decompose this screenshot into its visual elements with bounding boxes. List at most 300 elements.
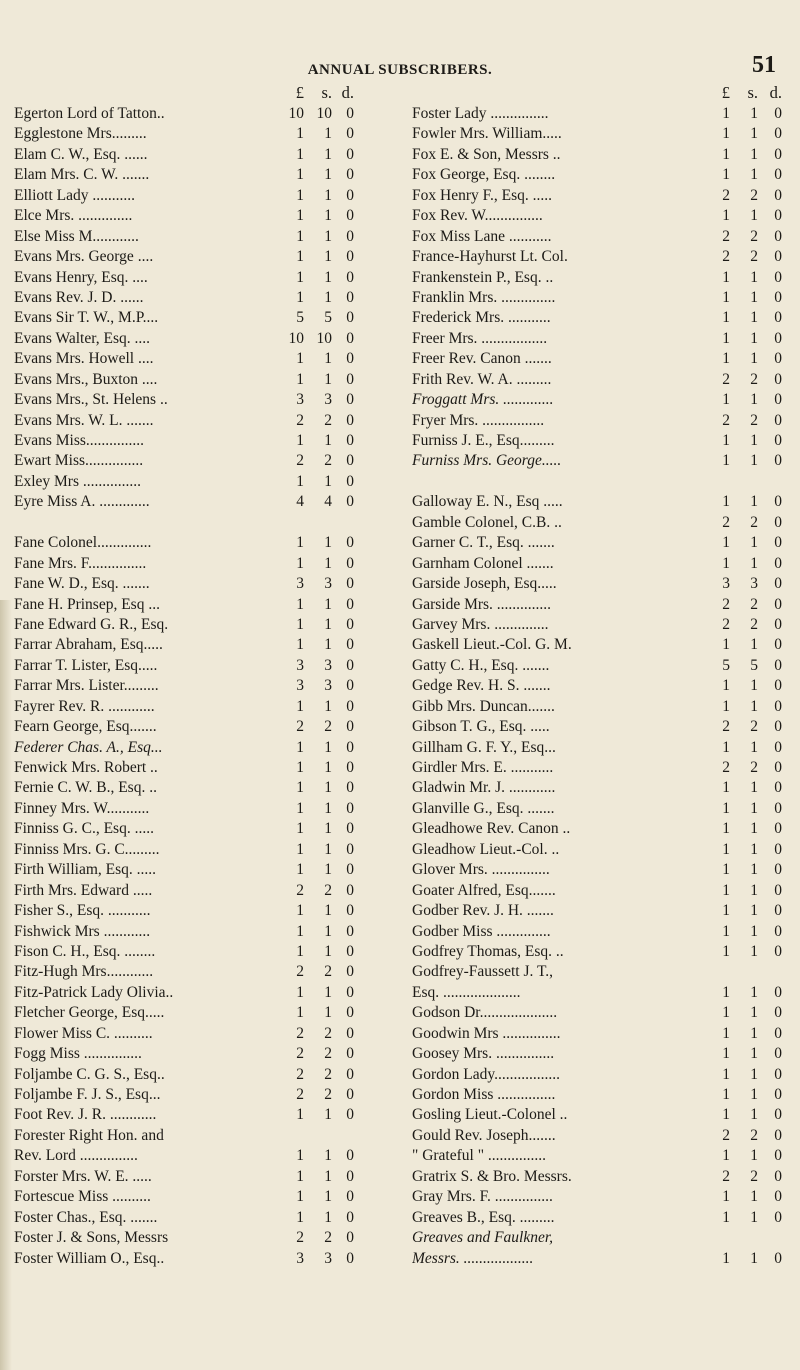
pounds-value: 1 <box>722 1106 730 1124</box>
pence-value: 0 <box>346 227 354 245</box>
subscriber-name: Fishwick Mrs ............ <box>14 922 151 940</box>
pounds-value: 1 <box>722 1045 730 1063</box>
shillings-value: 1 <box>324 615 332 633</box>
pence-value: 0 <box>774 1065 782 1083</box>
pence-header: d. <box>341 83 354 102</box>
pence-value: 0 <box>774 942 782 960</box>
subscriber-name: Forester Right Hon. and <box>14 1126 164 1144</box>
pence-value: 0 <box>346 697 354 715</box>
shillings-value: 2 <box>324 881 332 899</box>
shillings-value: 5 <box>324 309 332 327</box>
subscriber-row <box>412 349 792 369</box>
subscriber-row <box>14 554 374 574</box>
pence-value: 0 <box>346 738 354 756</box>
pence-value: 0 <box>774 350 782 368</box>
subscriber-row <box>14 1085 374 1105</box>
subscriber-row <box>14 595 374 615</box>
pence-value: 0 <box>346 1106 354 1124</box>
pence-value: 0 <box>346 983 354 1001</box>
subscriber-name: Gleadhowe Rev. Canon .. <box>412 820 571 838</box>
subscriber-name: Evans Henry, Esq. .... <box>14 268 148 286</box>
pounds-value: 2 <box>722 227 730 245</box>
shillings-value: 2 <box>750 1126 758 1144</box>
pounds-value: 1 <box>722 840 730 858</box>
pounds-value: 3 <box>722 575 730 593</box>
subscriber-row <box>412 186 792 206</box>
pounds-value: 1 <box>296 166 304 184</box>
pence-value: 0 <box>346 391 354 409</box>
pounds-value: 1 <box>296 186 304 204</box>
subscriber-row <box>14 738 374 758</box>
subscriber-row <box>14 840 374 860</box>
pounds-value: 2 <box>296 1045 304 1063</box>
subscriber-row <box>14 819 374 839</box>
pounds-value: 2 <box>722 1167 730 1185</box>
pounds-value: 1 <box>296 227 304 245</box>
subscriber-name: Farrar Mrs. Lister......... <box>14 677 159 695</box>
pence-value: 0 <box>774 1167 782 1185</box>
shillings-value: 4 <box>324 493 332 511</box>
subscriber-name: Evans Mrs., Buxton .... <box>14 370 158 388</box>
pounds-value: 2 <box>296 452 304 470</box>
shillings-value: 1 <box>750 350 758 368</box>
subscriber-name: Fogg Miss ............... <box>14 1045 142 1063</box>
shillings-value: 1 <box>750 799 758 817</box>
subscriber-row <box>14 1105 374 1125</box>
subscriber-row <box>412 901 792 921</box>
subscriber-row <box>412 676 792 696</box>
subscriber-name: Franklin Mrs. .............. <box>412 288 556 306</box>
subscriber-name: Fane Mrs. F............... <box>14 554 147 572</box>
subscriber-row <box>14 1126 374 1146</box>
pence-value: 0 <box>346 840 354 858</box>
pence-value: 0 <box>346 554 354 572</box>
pounds-value: 1 <box>722 350 730 368</box>
pence-value: 0 <box>774 636 782 654</box>
pence-value: 0 <box>346 779 354 797</box>
shillings-value: 2 <box>750 370 758 388</box>
pounds-value: 1 <box>722 942 730 960</box>
pounds-value: 2 <box>722 759 730 776</box>
subscriber-row <box>412 513 792 533</box>
subscriber-row <box>14 635 374 655</box>
pence-value: 0 <box>774 779 782 797</box>
pounds-value: 1 <box>296 432 304 449</box>
subscriber-row <box>412 881 792 901</box>
pounds-value: 2 <box>296 1024 304 1042</box>
subscriber-name: Frankenstein P., Esq. .. <box>412 268 554 286</box>
subscriber-row <box>412 451 792 471</box>
subscriber-row <box>412 288 792 308</box>
pence-value: 0 <box>346 288 354 306</box>
subscriber-row <box>14 472 374 492</box>
subscriber-row <box>14 717 374 737</box>
pence-value: 0 <box>346 125 354 143</box>
subscriber-name: Fox Miss Lane ........... <box>412 227 552 245</box>
shillings-value: 2 <box>750 248 758 266</box>
shillings-value: 3 <box>324 677 332 695</box>
subscriber-row <box>412 1187 792 1207</box>
pounds-value: 1 <box>722 493 730 511</box>
subscriber-row <box>14 104 374 124</box>
shillings-value: 1 <box>324 799 332 817</box>
subscriber-row <box>14 574 374 594</box>
subscriber-name: Foot Rev. J. R. ............ <box>14 1106 157 1124</box>
pounds-value: 1 <box>296 125 304 143</box>
subscriber-name: Garner C. T., Esq. ....... <box>412 534 555 552</box>
pounds-value: 1 <box>722 309 730 327</box>
pence-value: 0 <box>774 105 782 122</box>
pence-value: 0 <box>346 329 354 347</box>
pounds-value: 2 <box>296 1229 304 1247</box>
shillings-value: 2 <box>324 1065 332 1083</box>
shillings-value: 1 <box>750 840 758 858</box>
subscriber-name: Elam C. W., Esq. ...... <box>14 145 148 163</box>
subscriber-name: Gordon Miss ............... <box>412 1086 556 1103</box>
pounds-value: 3 <box>296 575 304 593</box>
subscriber-row <box>14 1249 374 1269</box>
pounds-value: 10 <box>288 105 304 122</box>
shillings-value: 1 <box>324 125 332 143</box>
pence-value: 0 <box>774 881 782 899</box>
pounds-value: 2 <box>296 411 304 429</box>
subscriber-row <box>14 227 374 247</box>
shillings-value: 1 <box>750 125 758 143</box>
pence-value: 0 <box>346 636 354 654</box>
subscriber-name: Egerton Lord of Tatton.. <box>14 105 165 122</box>
subscriber-row <box>412 206 792 226</box>
scan-edge-shadow <box>0 600 12 1370</box>
pounds-value: 1 <box>296 1147 304 1165</box>
shillings-value: 3 <box>324 391 332 409</box>
shillings-value: 1 <box>750 1004 758 1022</box>
subscriber-row <box>412 860 792 880</box>
shillings-value: 1 <box>324 534 332 552</box>
shillings-value: 1 <box>750 1106 758 1124</box>
shillings-value: 1 <box>750 1188 758 1206</box>
shillings-value: 1 <box>324 1004 332 1022</box>
subscriber-name: Goater Alfred, Esq....... <box>412 881 556 899</box>
subscriber-name: Froggatt Mrs. ............. <box>412 391 554 409</box>
subscriber-row <box>14 615 374 635</box>
pounds-value: 3 <box>296 1249 304 1267</box>
subscriber-name: Firth Mrs. Edward ..... <box>14 881 153 899</box>
pounds-value: 2 <box>296 881 304 899</box>
shillings-value: 1 <box>750 697 758 715</box>
shillings-value: 1 <box>324 636 332 654</box>
pounds-value: 10 <box>288 329 304 347</box>
subscriber-name: Fox Henry F., Esq. ..... <box>412 186 552 204</box>
pence-value: 0 <box>774 329 782 347</box>
pence-value: 0 <box>346 1086 354 1103</box>
pence-header: d. <box>769 83 782 102</box>
pence-value: 0 <box>774 513 782 531</box>
pounds-value: 1 <box>296 248 304 266</box>
shillings-value: 5 <box>750 656 758 674</box>
pence-value: 0 <box>774 738 782 756</box>
subscriber-name: Garside Mrs. .............. <box>412 595 552 613</box>
pence-value: 0 <box>774 575 782 593</box>
pounds-value: 1 <box>296 370 304 388</box>
pounds-value: 1 <box>722 799 730 817</box>
pence-value: 0 <box>346 268 354 286</box>
subscriber-row <box>14 1044 374 1064</box>
pence-value: 0 <box>346 309 354 327</box>
shillings-value: 2 <box>324 1229 332 1247</box>
subscriber-name: Fison C. H., Esq. ........ <box>14 942 156 960</box>
subscriber-row <box>412 717 792 737</box>
shillings-value: 1 <box>324 759 332 776</box>
pence-value: 0 <box>346 411 354 429</box>
shillings-value: 1 <box>324 186 332 204</box>
pence-value: 0 <box>774 1188 782 1206</box>
pence-value: 0 <box>346 656 354 674</box>
subscriber-row <box>412 656 792 676</box>
subscriber-row <box>412 778 792 798</box>
subscriber-name: Fitz-Hugh Mrs............ <box>14 963 154 981</box>
subscriber-name: Gleadhow Lieut.-Col. .. <box>412 840 560 858</box>
pence-value: 0 <box>346 881 354 899</box>
shillings-value: 1 <box>324 922 332 940</box>
shillings-value: 1 <box>750 309 758 327</box>
pence-value: 0 <box>774 207 782 225</box>
pence-value: 0 <box>774 1045 782 1063</box>
pounds-value: 1 <box>296 738 304 756</box>
pounds-value: 1 <box>296 1188 304 1206</box>
pounds-value: 1 <box>296 861 304 879</box>
pence-value: 0 <box>346 207 354 225</box>
pence-value: 0 <box>346 493 354 511</box>
subscriber-row <box>14 492 374 512</box>
shillings-value: 2 <box>324 718 332 736</box>
subscriber-name: Frederick Mrs. ........... <box>412 309 551 327</box>
pence-value: 0 <box>774 1086 782 1103</box>
pounds-value: 1 <box>296 472 304 490</box>
subscriber-row <box>14 697 374 717</box>
subscriber-name: Evans Mrs. W. L. ....... <box>14 411 154 429</box>
shillings-value: 1 <box>750 452 758 470</box>
pence-value: 0 <box>346 677 354 695</box>
subscriber-row <box>14 308 374 328</box>
pounds-value: 1 <box>722 534 730 552</box>
page-header <box>0 52 800 82</box>
shillings-value: 1 <box>750 145 758 163</box>
pounds-value: 1 <box>722 902 730 920</box>
shillings-value: 3 <box>324 656 332 674</box>
subscriber-name: Evans Sir T. W., M.P.... <box>14 309 159 327</box>
subscriber-name: Goodwin Mrs ............... <box>412 1024 561 1042</box>
subscriber-name: Farrar T. Lister, Esq..... <box>14 656 158 674</box>
shillings-value: 1 <box>324 738 332 756</box>
subscriber-row <box>14 186 374 206</box>
shillings-value: 2 <box>324 963 332 981</box>
subscriber-name: Greaves and Faulkner, <box>412 1229 554 1247</box>
pounds-value: 1 <box>296 595 304 613</box>
pence-value: 0 <box>774 1208 782 1226</box>
pounds-value: 5 <box>722 656 730 674</box>
subscriber-name: Fane W. D., Esq. ....... <box>14 575 150 593</box>
subscriber-name: Garvey Mrs. .............. <box>412 615 549 633</box>
shillings-value: 1 <box>750 268 758 286</box>
left-column <box>14 82 374 1269</box>
subscriber-row <box>14 758 374 778</box>
pounds-value: 1 <box>722 697 730 715</box>
shillings-value: 1 <box>324 1106 332 1124</box>
subscriber-name: Else Miss M............ <box>14 227 139 245</box>
shillings-value: 1 <box>750 1249 758 1267</box>
subscriber-row <box>14 942 374 962</box>
pounds-header: £ <box>721 83 730 102</box>
shillings-value: 1 <box>750 1208 758 1226</box>
shillings-value: 2 <box>750 615 758 633</box>
shillings-value: 2 <box>750 227 758 245</box>
subscriber-row <box>412 247 792 267</box>
shillings-value: 1 <box>750 922 758 940</box>
shillings-value: 1 <box>750 493 758 511</box>
pounds-value: 1 <box>296 922 304 940</box>
pounds-value: 1 <box>722 881 730 899</box>
subscriber-row <box>14 206 374 226</box>
pounds-value: 1 <box>296 902 304 920</box>
subscriber-row <box>14 329 374 349</box>
shillings-value: 1 <box>750 554 758 572</box>
subscriber-name: Foster William O., Esq.. <box>14 1249 165 1267</box>
subscriber-name: Finniss G. C., Esq. ..... <box>14 820 154 838</box>
pounds-value: 1 <box>722 636 730 654</box>
pounds-value: 2 <box>722 513 730 531</box>
pence-value: 0 <box>774 125 782 143</box>
subscriber-row <box>14 799 374 819</box>
shillings-value: 2 <box>750 513 758 531</box>
pence-value: 0 <box>774 595 782 613</box>
pounds-value: 1 <box>296 288 304 306</box>
pounds-value: 1 <box>722 922 730 940</box>
pence-value: 0 <box>346 820 354 838</box>
subscriber-row <box>14 431 374 451</box>
shillings-value: 2 <box>324 1045 332 1063</box>
subscriber-row <box>14 881 374 901</box>
right-column <box>412 82 792 1269</box>
pounds-value: 1 <box>722 983 730 1001</box>
pounds-value: 2 <box>296 1065 304 1083</box>
subscriber-name: Gratrix S. & Bro. Messrs. <box>412 1167 572 1185</box>
pence-value: 0 <box>774 432 782 449</box>
pounds-value: 2 <box>722 718 730 736</box>
pence-value: 0 <box>774 268 782 286</box>
pounds-value: 1 <box>722 452 730 470</box>
shillings-value: 2 <box>324 452 332 470</box>
pounds-value: 1 <box>722 1208 730 1226</box>
subscriber-row <box>14 922 374 942</box>
subscriber-name: Finniss Mrs. G. C......... <box>14 840 160 858</box>
subscriber-row <box>412 595 792 615</box>
subscriber-row <box>412 554 792 574</box>
shillings-value: 2 <box>324 1086 332 1103</box>
pence-value: 0 <box>346 575 354 593</box>
shillings-value: 1 <box>750 1045 758 1063</box>
shillings-value: 1 <box>324 595 332 613</box>
pence-value: 0 <box>774 288 782 306</box>
shillings-value: 1 <box>324 145 332 163</box>
subscriber-row <box>14 1146 374 1166</box>
shillings-value: 3 <box>324 1249 332 1267</box>
pence-value: 0 <box>346 186 354 204</box>
shillings-value: 1 <box>324 207 332 225</box>
currency-header-left <box>14 82 374 104</box>
shillings-value: 1 <box>750 534 758 552</box>
subscriber-name: Girdler Mrs. E. ........... <box>412 759 554 776</box>
subscriber-name: Evans Walter, Esq. .... <box>14 329 151 347</box>
pounds-value: 1 <box>722 554 730 572</box>
shillings-value: 1 <box>750 105 758 122</box>
pence-value: 0 <box>774 166 782 184</box>
subscriber-name: Foster Lady ............... <box>412 105 549 122</box>
subscriber-row <box>412 411 792 431</box>
pounds-value: 1 <box>296 820 304 838</box>
pounds-value: 2 <box>722 248 730 266</box>
subscriber-name: Elliott Lady ........... <box>14 186 135 204</box>
pounds-value: 2 <box>296 963 304 981</box>
subscriber-name: Frith Rev. W. A. ......... <box>412 370 552 388</box>
pounds-value: 1 <box>296 615 304 633</box>
pence-value: 0 <box>774 1106 782 1124</box>
subscriber-name: Freer Rev. Canon ....... <box>412 350 552 368</box>
subscriber-name: Esq. .................... <box>412 983 521 1001</box>
subscriber-name: Godfrey Thomas, Esq. .. <box>412 942 564 960</box>
pounds-value: 3 <box>296 656 304 674</box>
running-head: ANNUAL SUBSCRIBERS. <box>307 62 493 78</box>
pence-value: 0 <box>774 309 782 327</box>
pounds-value: 1 <box>722 391 730 409</box>
subscriber-name: Messrs. .................. <box>412 1249 534 1267</box>
subscriber-row <box>412 308 792 328</box>
shillings-value: 1 <box>750 881 758 899</box>
subscriber-row <box>14 370 374 390</box>
subscriber-row <box>412 1208 792 1228</box>
shillings-value: 1 <box>750 166 758 184</box>
subscriber-name: Finney Mrs. W........... <box>14 799 150 817</box>
subscriber-row <box>14 1208 374 1228</box>
subscriber-name: Foster J. & Sons, Messrs <box>14 1229 169 1247</box>
pence-value: 0 <box>774 799 782 817</box>
pence-value: 0 <box>774 1024 782 1042</box>
subscriber-name: Evans Mrs. Howell .... <box>14 350 154 368</box>
shillings-value: 2 <box>750 1167 758 1185</box>
subscriber-row <box>14 1024 374 1044</box>
pence-value: 0 <box>346 759 354 776</box>
shillings-value: 1 <box>750 329 758 347</box>
subscriber-name: Gladwin Mr. J. ............ <box>412 779 556 797</box>
subscriber-name: Gillham G. F. Y., Esq... <box>412 738 556 756</box>
subscriber-name: Gatty C. H., Esq. ....... <box>412 656 550 674</box>
pence-value: 0 <box>774 391 782 409</box>
subscriber-name: Godfrey-Faussett J. T., <box>412 963 554 981</box>
pence-value: 0 <box>346 963 354 981</box>
subscriber-row <box>412 390 792 410</box>
subscriber-row <box>412 942 792 962</box>
subscriber-row <box>14 533 374 553</box>
subscriber-name: Foljambe C. G. S., Esq.. <box>14 1065 165 1083</box>
subscriber-row <box>412 124 792 144</box>
pounds-value: 1 <box>722 268 730 286</box>
subscriber-name: Forster Mrs. W. E. ..... <box>14 1167 152 1185</box>
subscriber-name: Fearn George, Esq....... <box>14 718 157 736</box>
pence-value: 0 <box>346 1147 354 1165</box>
subscriber-name: Furniss J. E., Esq......... <box>412 432 555 449</box>
shillings-value: 2 <box>750 718 758 736</box>
pence-value: 0 <box>774 1126 782 1144</box>
shillings-value: 1 <box>324 1188 332 1206</box>
